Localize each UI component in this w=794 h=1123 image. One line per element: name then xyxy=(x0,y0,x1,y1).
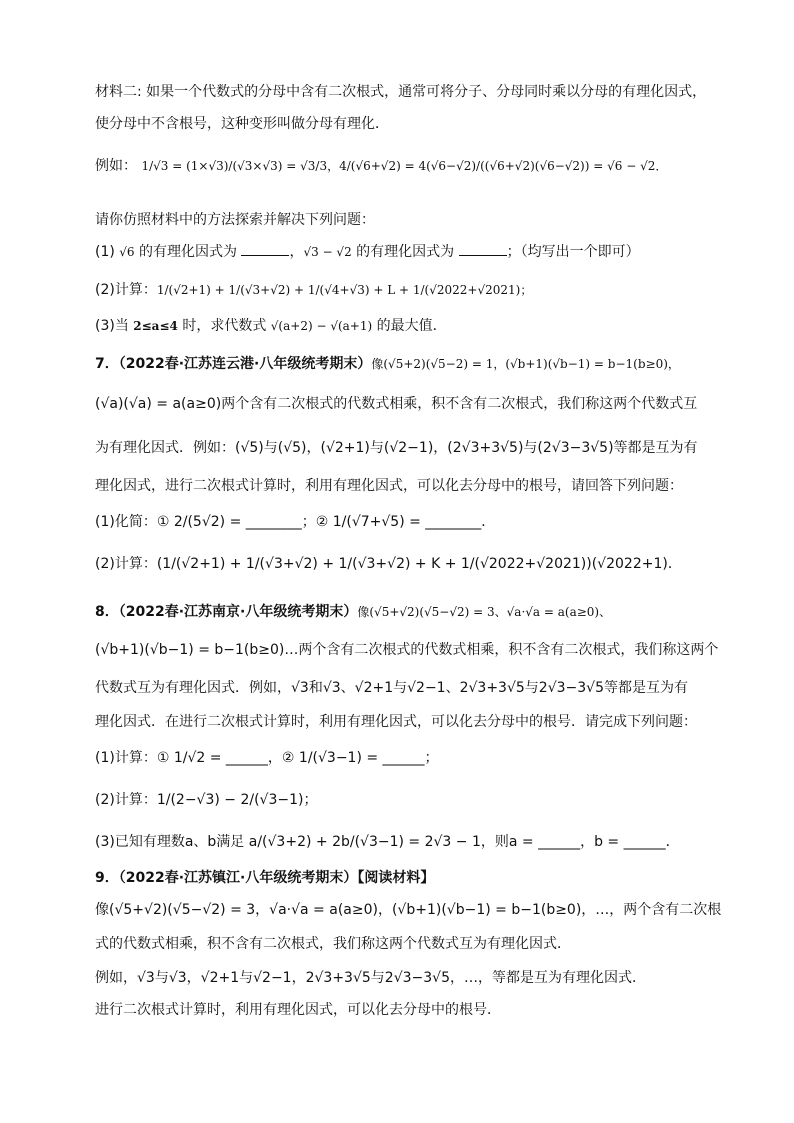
q6-p1-math2: √3 − √2 xyxy=(303,245,352,259)
intro-text: 请你仿照材料中的方法探索并解决下列问题： xyxy=(95,212,375,228)
q7-part2: (2)计算：(1/(√2+1) + 1/(√3+√2) + 1/(√3+√2) + K + 1/(√2022+√2021))(√2022+1)． xyxy=(95,556,682,572)
q7-number: 7． xyxy=(95,356,119,372)
q7-line4: 理化因式，进行二次根式计算时，利用有理化因式，可以化去分母中的根号，请回答下列问题： xyxy=(95,478,683,494)
q6-p1-mid: 的有理化因式为 xyxy=(134,244,242,260)
q6-p1-sep: ， xyxy=(289,244,304,260)
q7-source: （2022春·江苏连云港·八年级统考期末） xyxy=(118,356,372,372)
q6-p1-math1: √6 xyxy=(119,245,135,259)
q6-part3 xyxy=(95,316,447,336)
q9-header xyxy=(95,868,434,888)
q7-line1: 像(√5+2)(√5−2) = 1，(√b+1)(√b−1) = b−1(b≥0)， xyxy=(371,357,680,371)
q6-p3-mid: 时，求代数式 xyxy=(177,318,271,334)
q6-p3-post: 的最大值． xyxy=(372,318,447,334)
material2-example xyxy=(95,156,667,176)
q8-line4: 理化因式．在进行二次根式计算时，利用有理化因式，可以化去分母中的根号．请完成下列问题： xyxy=(95,714,697,730)
q9-line4: 进行二次根式计算时，利用有理化因式，可以化去分母中的根号． xyxy=(95,1002,501,1018)
q9-line2: 式的代数式相乘，积不含有二次根式，我们称这两个代数式互为有理化因式． xyxy=(95,936,571,952)
q8-line1: 像(√5+√2)(√5−√2) = 3、√a·√a = a(a≥0)、 xyxy=(357,605,612,619)
q6-part1 xyxy=(95,241,640,262)
q8-line3: 代数式互为有理化因式．例如，√3和√3、√2+1与√2−1、2√3+3√5与2√3−3√5等都是互为有 xyxy=(95,680,688,696)
q6-p3-pre: (3)当 xyxy=(95,318,134,334)
q6-p1-pre: (1) xyxy=(95,244,120,260)
q6-p1-post: ；（均写出一个即可） xyxy=(506,244,640,260)
example-label: 例如： xyxy=(95,158,137,174)
q7-line3: 为有理化因式．例如：(√5)与(√5)，(√2+1)与(√2−1)，(2√3+3√5)与(2√3−3√5)等都是互为有 xyxy=(95,440,698,456)
material2-line2: 使分母中不含根号，这种变形叫做分母有理化． xyxy=(95,116,389,132)
q9-line3: 例如，√3与√3，√2+1与√2−1，2√3+3√5与2√3−3√5，…，等都是互为有理化因式． xyxy=(95,970,646,986)
q8-part2: (2)计算：1/(2−√3) − 2/(√3−1)； xyxy=(95,792,318,808)
q6-p2-pre: (2)计算： xyxy=(95,282,157,298)
q7-line2: (√a)(√a) = a(a≥0)两个含有二次根式的代数式相乘，积不含有二次根式，我们称这两个代数式互 xyxy=(95,396,698,412)
q8-source: （2022春·江苏南京·八年级统考期末） xyxy=(118,604,358,620)
q9-line1: 像(√5+√2)(√5−√2) = 3，√a·√a = a(a≥0)，(√b+1)(√b−1) = b−1(b≥0)，…，两个含有二次根 xyxy=(95,902,722,918)
q8-part1: (1)计算：① 1/√2 = ______，② 1/(√3−1) = ______； xyxy=(95,750,439,766)
answer-blank[interactable] xyxy=(459,241,507,256)
q7-header xyxy=(95,354,680,374)
material2-line1: 材料二: 如果一个代数式的分母中含有二次根式，通常可将分子、分母同时乘以分母的有理化因式， xyxy=(95,84,707,100)
q9-number: 9． xyxy=(95,870,119,886)
q8-number: 8． xyxy=(95,604,119,620)
q6-p3-math: √(a+2) − √(a+1) xyxy=(270,319,373,333)
q9-tag: 【阅读材料】 xyxy=(357,870,435,886)
answer-blank[interactable] xyxy=(241,241,289,256)
q6-part2 xyxy=(95,280,532,300)
q8-part3: (3)已知有理数a、b满足 a/(√3+2) + 2b/(√3−1) = 2√3 − 1，则a = ______，b = ______． xyxy=(95,834,680,850)
q6-p3-cond: 2≤a≤4 xyxy=(133,319,178,333)
q8-line2: (√b+1)(√b−1) = b−1(b≥0)…两个含有二次根式的代数式相乘，积不含有二次根式，我们称这两个 xyxy=(95,642,719,658)
q6-p2-math: 1/(√2+1) + 1/(√3+√2) + 1/(√4+√3) + L + 1/(√2022+√2021)； xyxy=(156,283,533,297)
q7-part1: (1)化简：① 2/(5√2) = ________；② 1/(√7+√5) = ________． xyxy=(95,514,496,530)
example-formula: 1/√3 = (1×√3)/(√3×√3) = √3/3，4/(√6+√2) = 4(√6−√2)/((√6+√2)(√6−√2)) = √6 − √2． xyxy=(141,159,668,173)
q8-header xyxy=(95,602,611,622)
q9-source: （2022春·江苏镇江·八年级统考期末） xyxy=(118,870,358,886)
q6-p1-mid2: 的有理化因式为 xyxy=(351,244,459,260)
